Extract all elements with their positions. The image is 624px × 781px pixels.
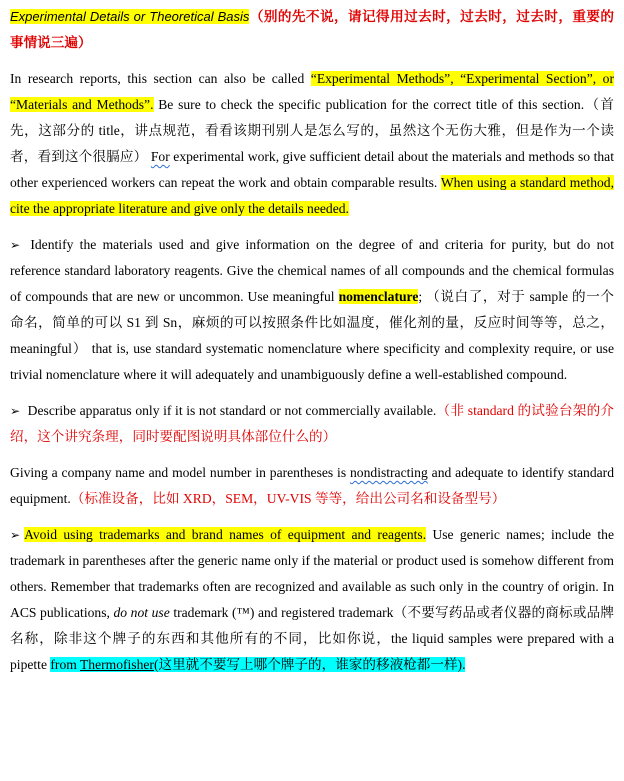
arrow-bullet-icon: ➢ bbox=[10, 528, 21, 542]
paragraph-apparatus bbox=[10, 398, 614, 450]
trademarks-highlight-avoid: Avoid using trademarks and brand names of equipment and reagents. bbox=[24, 527, 427, 542]
section-heading bbox=[10, 4, 614, 56]
intro-squiggle-for: For bbox=[150, 149, 170, 164]
trademarks-text-1: Use generic names; include the trademark in parentheses after the generic name only if the material or product used is somehow different from others. Remember that trademarks often are recognized and available as such only in the country of origin. In ACS publications, bbox=[10, 527, 614, 620]
arrow-bullet-icon: ➢ bbox=[10, 404, 21, 418]
trademarks-text-2: trademark (™) and registered trademark（不要写药品或者仪器的商标或品牌名称，除非这个牌子的东西和其他所有的不同，比如你说，the liquid samples were prepared with a pipette bbox=[10, 605, 614, 672]
apparatus-text: Describe apparatus only if it is not standard or not commercially available. bbox=[24, 403, 437, 418]
intro-highlight-standard-method: When using a standard method, cite the appropriate literature and give only the details needed. bbox=[10, 175, 614, 216]
intro-text-1: In research reports, this section can also be called bbox=[10, 71, 311, 86]
intro-highlight-section-names: “Experimental Methods”, “Experimental Section”, or “Materials and Methods”. bbox=[10, 71, 614, 112]
arrow-bullet-icon: ➢ bbox=[10, 238, 21, 252]
heading-text: Experimental Details or Theoretical Basis bbox=[10, 9, 250, 24]
materials-text-2: ; bbox=[418, 289, 427, 304]
trademarks-italic-do-not-use: do not use bbox=[113, 605, 170, 620]
trademarks-cyan-thermofisher: Thermofisher bbox=[79, 657, 154, 672]
paragraph-materials bbox=[10, 232, 614, 388]
company-red-note: （标准设备，比如 XRD，SEM，UV-VIS 等等，给出公司名和设备型号） bbox=[70, 491, 506, 506]
company-text-1: Giving a company name and model number in parentheses is bbox=[10, 465, 350, 480]
materials-text-3: that is, use standard systematic nomenclature where specificity and complexity require, or use trivial nomenclature where it will adequately and unambiguously define a well-established compound. bbox=[10, 341, 614, 382]
paragraph-trademarks bbox=[10, 522, 614, 678]
intro-text-3: experimental work, give sufficient detail about the materials and methods so that other experienced workers can repeat the work and obtain comparable results. bbox=[10, 149, 614, 190]
trademarks-cyan-note: (这里就不要写上哪个牌子的，谁家的移液枪都一样). bbox=[153, 657, 466, 672]
company-text-2: and adequate to identify standard equipment. bbox=[10, 465, 614, 506]
paragraph-company bbox=[10, 460, 614, 512]
intro-text-2: Be sure to check the specific publication for the correct title of this section.（首先，这部分的 title，讲点规范，看看该期刊别人是怎么写的，虽然这个无伤大雅，但是作为一个读者，看到这个很膈应） bbox=[10, 97, 614, 164]
materials-chinese-note: （说白了，对于 sample 的一个命名，简单的可以 S1 到 Sn，麻烦的可以按照条件比如温度，催化剂的量，反应时间等等，总之，meaningful） bbox=[10, 289, 614, 356]
materials-text-1: Identify the materials used and give information on the degree of and criteria for purity, but do not reference standard laboratory reagents. Give the chemical names of all compounds and the chemical formulas of compounds that are new or uncommon. Use meaningful bbox=[10, 237, 614, 304]
heading-note: （别的先不说，请记得用过去时，过去时，过去时，重要的事情说三遍） bbox=[10, 9, 614, 50]
company-squiggle-nondistracting: nondistracting bbox=[350, 465, 428, 480]
trademarks-cyan-from: from bbox=[50, 657, 80, 672]
paragraph-intro bbox=[10, 66, 614, 222]
materials-highlight-nomenclature: nomenclature bbox=[338, 289, 419, 304]
apparatus-red-note: （非 standard 的试验台架的介绍，这个讲究条理，同时要配图说明具体部位什么的） bbox=[10, 403, 614, 444]
